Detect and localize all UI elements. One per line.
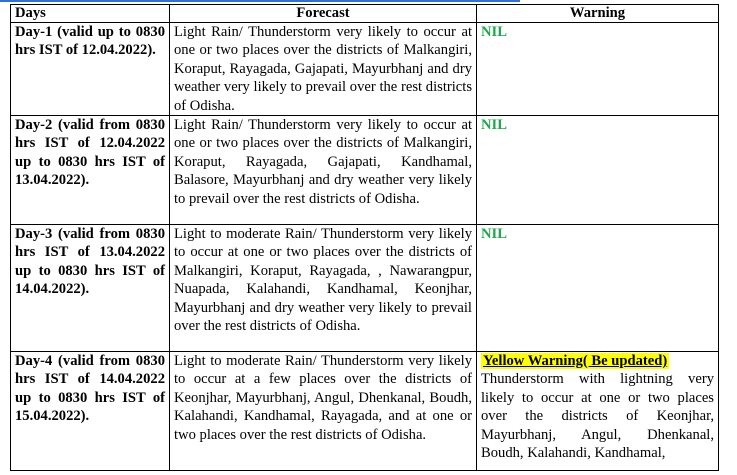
day-cell: Day-2 (valid from 0830 hrs IST of 12.04.2022 up to 0830 hrs IST of 13.04.2022). — [11, 116, 170, 225]
day-cell: Day-3 (valid from 0830 hrs IST of 13.04.2022 up to 0830 hrs IST of 14.04.2022). — [11, 225, 170, 352]
warning-text: Thunderstorm with lightning very likely to occur at one or two places over the districts of Keonjhar, Mayurbhanj, Angul, Dhenkanal, Boudh, Kalahandi, Kandhamal, — [481, 371, 714, 462]
warning-cell — [477, 116, 719, 225]
nil-warning: NIL — [481, 117, 507, 134]
day-cell: Day-4 (valid from 0830 hrs IST of 14.04.2022 up to 0830 hrs IST of 15.04.2022). — [11, 352, 170, 471]
yellow-warning-label: Yellow Warning( Be updated) — [483, 353, 668, 370]
warning-cell — [477, 352, 719, 471]
nil-warning: NIL — [481, 226, 507, 243]
header-days: Days — [11, 5, 170, 23]
header-warning: Warning — [477, 5, 719, 23]
forecast-cell: Light to moderate Rain/ Thunderstorm very likely to occur at a few places over the districts of Keonjhar, Mayurbhanj, Angul, Dhenkanal, Boudh, Kalahandi, Kandhamal, Rayagada, and at one or two places over the rest districts of Odisha. — [170, 352, 477, 471]
forecast-cell: Light Rain/ Thunderstorm very likely to occur at one or two places over the districts of Malkangiri, Koraput, Rayagada, Gajapati, Mayurbhanj and dry weather very likely to prevail over the rest districts of Odisha. — [170, 23, 477, 116]
top-accent-line — [0, 0, 520, 2]
forecast-cell: Light to moderate Rain/ Thunderstorm very likely to occur at one or two places over the districts of Malkangiri, Koraput, Rayagada, , Nawarangpur, Nuapada, Kalahandi, Kandhamal, Keonjhar, Mayurbhanj and dry weather very likely to prevail over the rest districts of Odisha. — [170, 225, 477, 352]
header-row — [11, 5, 719, 23]
table-row — [11, 352, 719, 471]
header-forecast: Forecast — [170, 5, 477, 23]
table-row — [11, 116, 719, 225]
forecast-warning-table — [10, 4, 719, 471]
warning-cell — [477, 225, 719, 352]
warning-cell — [477, 23, 719, 116]
nil-warning: NIL — [481, 24, 507, 40]
table-row — [11, 225, 719, 352]
forecast-cell: Light Rain/ Thunderstorm very likely to occur at one or two places over the districts of Malkangiri, Koraput, Rayagada, Gajapati, Kandhamal, Balasore, Mayurbhanj and dry weather very likely to prevail over the rest districts of Odisha. — [170, 116, 477, 225]
table-row — [11, 23, 719, 116]
day-cell: Day-1 (valid up to 0830 hrs IST of 12.04.2022). — [11, 23, 170, 116]
